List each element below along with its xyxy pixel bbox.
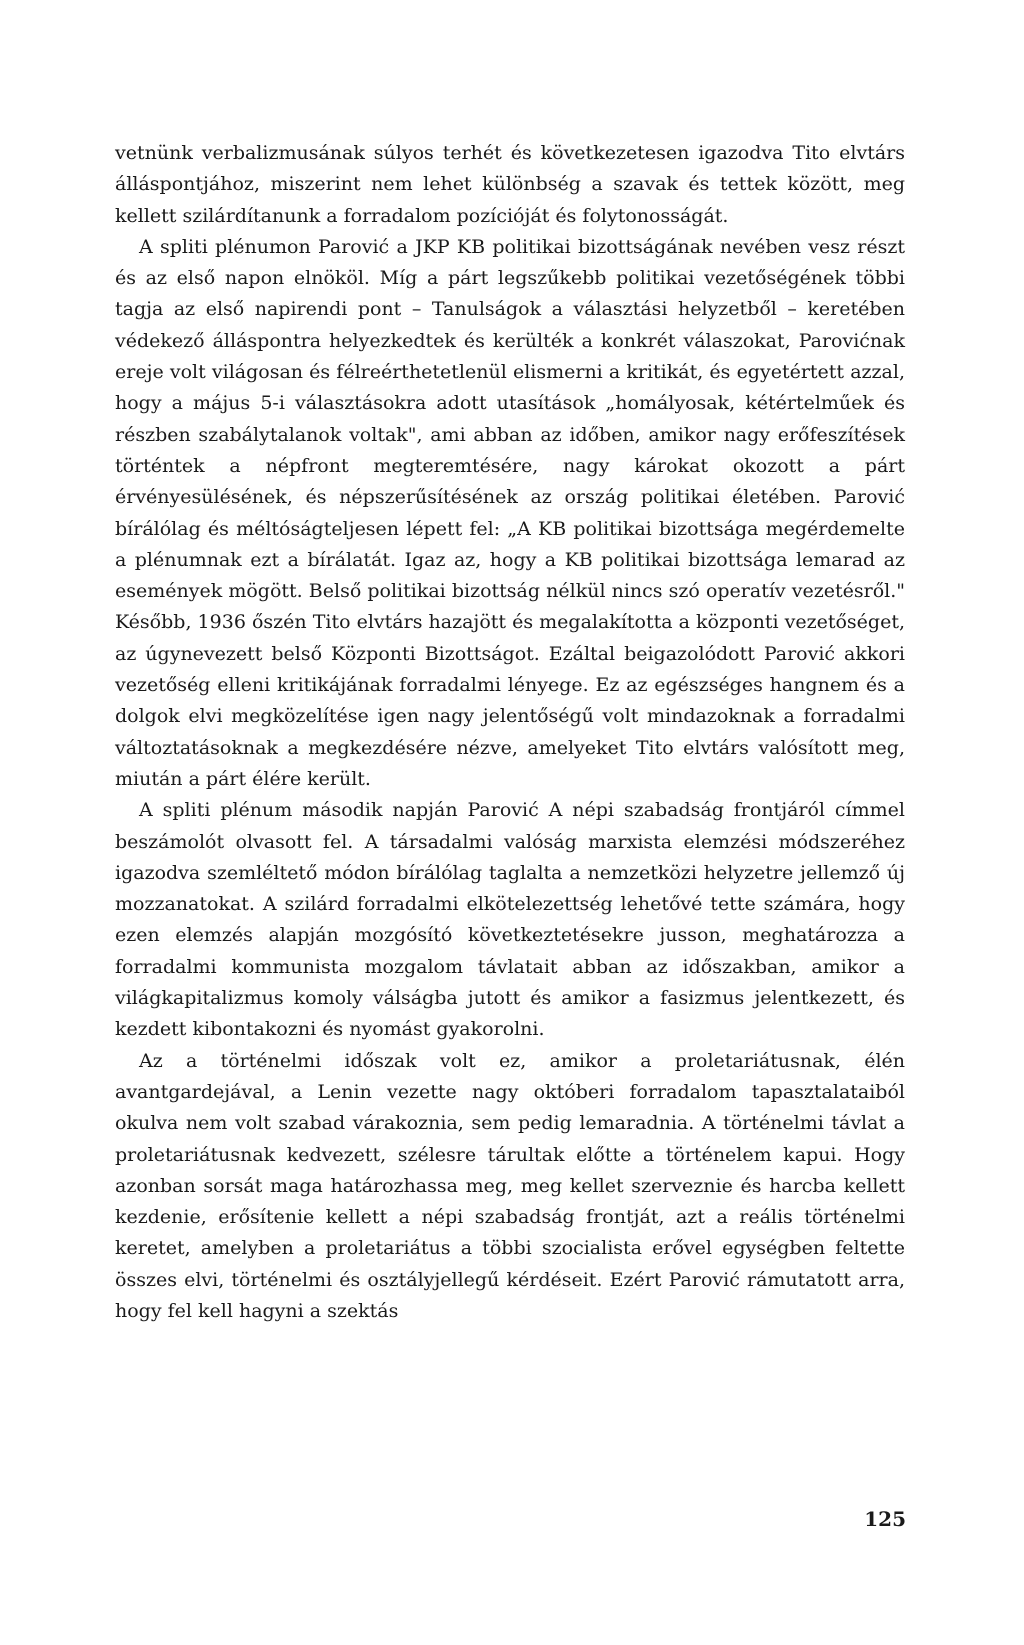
page-number: 125 xyxy=(864,1507,906,1531)
paragraph-split-plenum-first-day: A spliti plénumon Parović a JKP KB politikai bizottságának nevében vesz részt és az első napon elnököl. Míg a párt legszűkebb politikai vezetőségének többi tagja az első napirendi pont – Tanulságok a választási helyzetből – keretében védekező álláspontra helyezkedtek és kerülték a konkrét válaszokat, Parovićnak ereje volt világosan és félreérthetetlenül elismerni a kritikát, és egyetértett azzal, hogy a május 5-i választásokra adott utasítások „homályosak, kétértelműek és részben szabálytalanok voltak", ami abban az időben, amikor nagy erőfeszítések történtek a népfront megteremtésére, nagy károkat okozott a párt érvényesülésének, és népszerűsítésének az ország politikai életében. Parović bírálólag és méltóságteljesen lépett fel: „A KB politikai bizottsága megérdemelte a plénumnak ezt a bírálatát. Igaz az, hogy a KB politikai bizottsága lemarad az események mögött. Belső politikai bizottság nélkül nincs szó operatív vezetésről." Később, 1936 őszén Tito elvtárs hazajött és megalakította a központi vezetőséget, az úgynevezett belső Központi Bizottságot. Ezáltal beigazolódott Parović akkori vezetőség elleni kritikájának forradalmi lényege. Ez az egészséges hangnem és a dolgok elvi megközelítése igen nagy jelentőségű volt mindazoknak a forradalmi változtatásoknak a megkezdésére nézve, amelyeket Tito elvtárs valósított meg, miután a párt élére került. xyxy=(115,235,905,790)
paragraph-continuation: vetnünk verbalizmusának súlyos terhét és következetesen igazodva Tito elvtárs álláspontjához, miszerint nem lehet különbség a szavak és tettek között, meg kellett szilárdítanunk a forradalom pozícióját és folytonosságát. xyxy=(115,142,905,227)
paragraph-historical-period: Az a történelmi időszak volt ez, amikor a proletariátusnak, élén avantgardejával, a Lenin vezette nagy októberi forradalom tapasztalataiból okulva nem volt szabad várakoznia, sem pedig lemaradnia. A történelmi távlat a proletariátusnak kedvezett, szélesre tárultak előtte a történelem kapui. Hogy azonban sorsát maga határozhassa meg, meg kellet szerveznie és harcba kellett kezdenie, erősítenie kellett a népi szabadság frontját, azt a reális történelmi keretet, amelyben a proletariátus a többi szocialista erővel egységben feltette összes elvi, történelmi és osztályjellegű kérdéseit. Ezért Parović rámutatott arra, hogy fel kell hagyni a szektás xyxy=(115,1049,905,1322)
paragraph-split-plenum-second-day: A spliti plénum második napján Parović A népi szabadság frontjáról címmel beszámolót olvasott fel. A társadalmi valóság marxista elemzési módszeréhez igazodva szemléltető módon bírálólag taglalta a nemzetközi helyzetre jellemző új mozzanatokat. A szilárd forradalmi elkötelezettség lehetővé tette számára, hogy ezen elemzés alapján mozgósító következtetésekre jusson, meghatározza a forradalmi kommunista mozgalom távlatait abban az időszakban, amikor a világkapitalizmus komoly válságba jutott és amikor a fasizmus jelentkezett, és kezdett kibontakozni és nyomást gyakorolni. xyxy=(115,799,905,1041)
body-text xyxy=(115,138,905,1327)
